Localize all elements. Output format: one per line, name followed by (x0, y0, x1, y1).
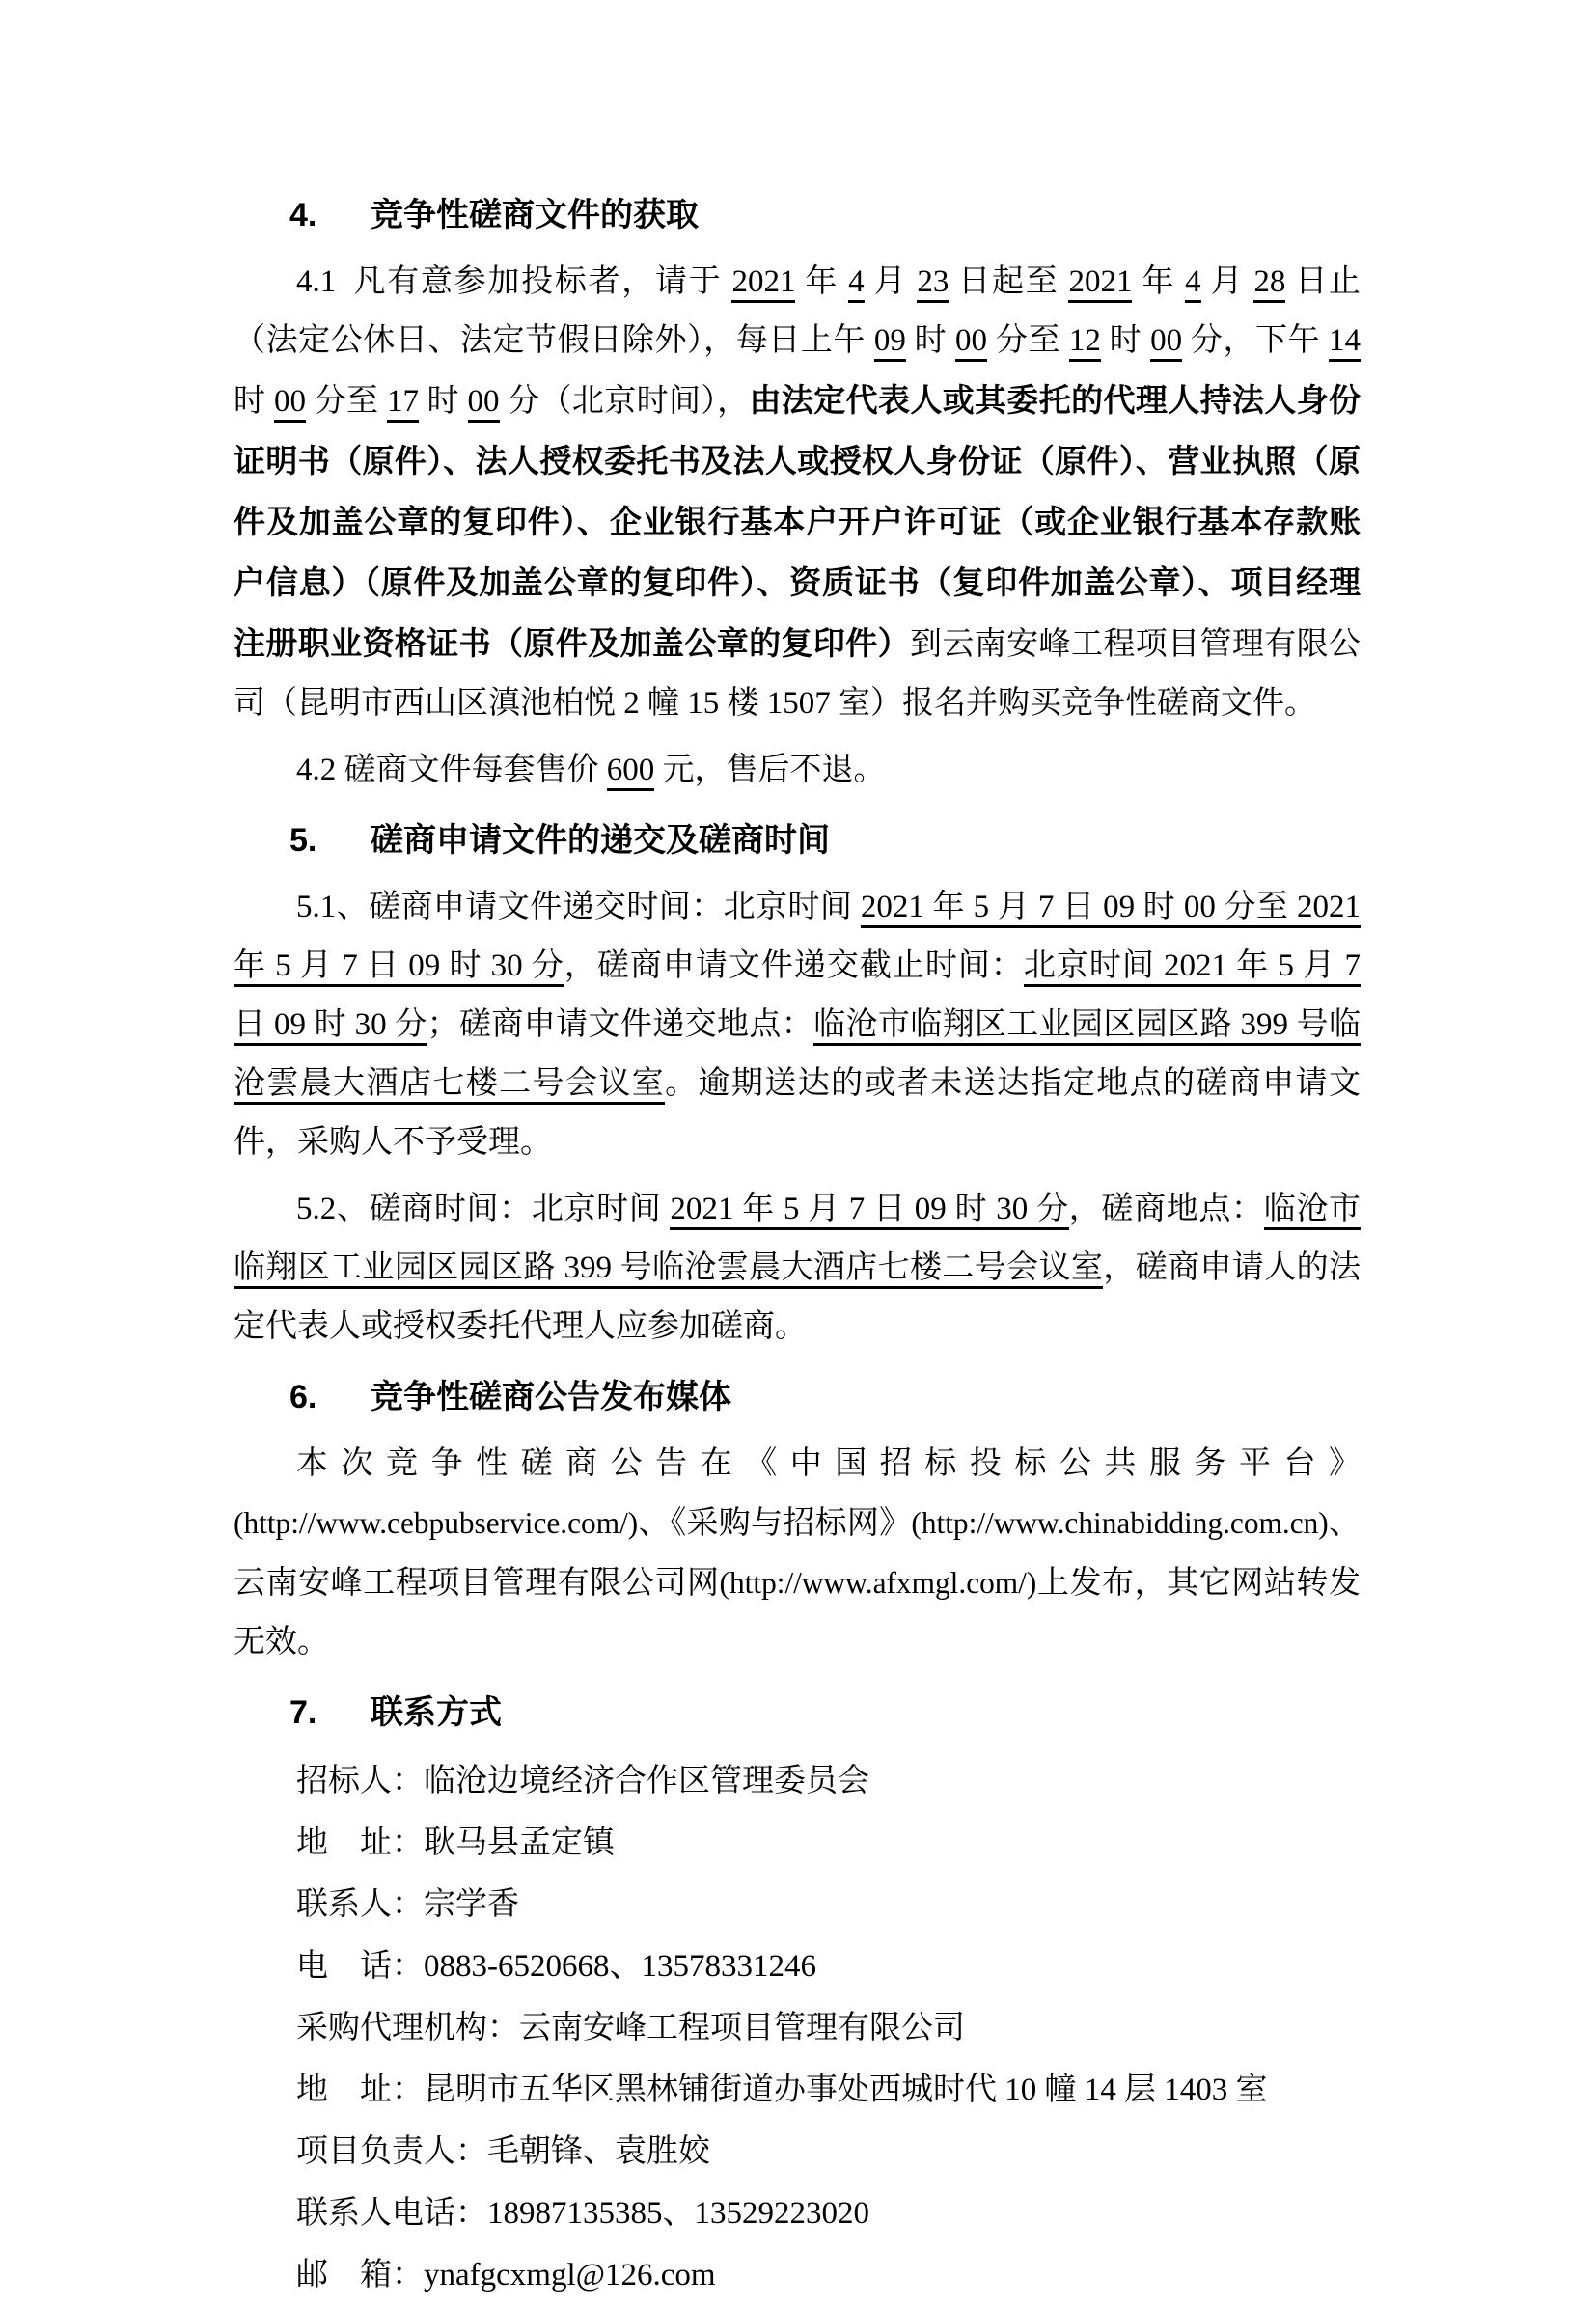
section-6-number: 6. (289, 1379, 317, 1415)
section-6-heading (234, 1368, 1361, 1427)
para-4-1 (234, 253, 1361, 733)
section-7-number: 7. (289, 1694, 317, 1731)
text-run: ，磋商地点： (1068, 1192, 1264, 1226)
underlined-text: 00 (955, 323, 987, 362)
text-run: 年 (1132, 264, 1186, 299)
contact-tenderer: 招标人：临沧边境经济合作区管理委员会 (296, 1764, 869, 1798)
section-7-title: 联系方式 (371, 1694, 502, 1731)
text-run: ；磋商申请文件递交地点： (427, 1007, 814, 1042)
text-run: 分至 (305, 384, 387, 419)
text-run: 年 (795, 264, 849, 299)
url-text: (http://www.cebpubservice.com/) (234, 1506, 639, 1540)
para-5-2 (234, 1180, 1361, 1357)
underlined-text: 17 (387, 384, 419, 423)
contact-agency-address: 地 址：昆明市五华区黑林铺街道办事处西城时代 10 幢 14 层 1403 室 (296, 2073, 1268, 2107)
underlined-text: 14 (1329, 323, 1361, 362)
underlined-text: 临沧市临翔区工业园区园区路 399 号临沧雲晨大酒店七楼二号会议室 (234, 1192, 1361, 1289)
section-4-heading (234, 186, 1361, 245)
text-run: 时 (1100, 323, 1151, 358)
underlined-text: 12 (1069, 323, 1101, 362)
text-run: 月 (1200, 264, 1254, 299)
contact-leader-phones: 联系人电话：18987135385、13529223020 (296, 2196, 869, 2231)
text-run: 元，售后不退。 (654, 753, 886, 787)
text-run: 4.1 凡有意参加投标者，请于 (296, 264, 732, 299)
underlined-text: 2021 年 5 月 7 日 09 时 00 分至 2021 年 5 月 7 日 09 时 30 分 (234, 890, 1361, 987)
contact-agency: 采购代理机构：云南安峰工程项目管理有限公司 (296, 2011, 965, 2045)
underlined-text: 00 (468, 384, 500, 423)
text-run: 时 (418, 384, 468, 419)
underlined-text: 2021 (731, 264, 795, 303)
text-run: 到云南安峰工程项目管理有限公司（昆明市西山区滇池柏悦 2 幢 15 楼 1507 室）报名并购买竞争性磋商文件。 (234, 627, 1362, 721)
contact-phone: 电 话：0883-6520668、13578331246 (296, 1949, 816, 1984)
text-run: 时 (905, 323, 956, 358)
url-text: (http://www.afxmgl.com/) (719, 1566, 1037, 1600)
contact-tenderer-address: 地 址：耿马县孟定镇 (296, 1826, 615, 1860)
text-run: 、《采购与招标网》 (638, 1506, 912, 1541)
para-6-media (234, 1435, 1361, 1672)
underlined-text: 23 (917, 264, 949, 303)
section-5-title: 磋商申请文件的递交及磋商时间 (371, 822, 830, 859)
underlined-text: 2021 (1068, 264, 1132, 303)
text-run: ，磋商申请人的法定代表人或授权委托代理人应参加磋商。 (234, 1250, 1362, 1344)
section-7-heading (234, 1684, 1361, 1743)
underlined-text: 28 (1253, 264, 1285, 303)
underlined-text: 2021 年 5 月 7 日 09 时 30 分 (670, 1192, 1068, 1230)
underlined-text: 00 (274, 384, 306, 423)
text-run: 、云南安峰工程项目管理有限公司网 (234, 1506, 1362, 1601)
section-5-number: 5. (289, 822, 317, 859)
section-4-title: 竞争性磋商文件的获取 (371, 197, 699, 233)
underlined-text: 09 (874, 323, 906, 362)
text-run: 5.1、磋商申请文件递交时间：北京时间 (296, 890, 861, 924)
text-run: 4.2 磋商文件每套售价 (296, 753, 607, 787)
text-run: 分至 (987, 323, 1069, 358)
underlined-text: 4 (1185, 264, 1201, 303)
bold-text: 由法定代表人或其委托的代理人持法人身份证明书（原件）、法人授权委托书及法人或授权人身份证（原件）、营业执照（原件及加盖公章的复印件）、企业银行基本户开户许可证（或企业银行基本存款账户信息）（原件及加盖公章的复印件）、资质证书（复印件加盖公章）、项目经理注册职业资格证书（原件及加盖公章的复印件） (234, 382, 1362, 661)
text-run: 上发布，其它网站转发无效。 (234, 1566, 1362, 1660)
underlined-text: 600 (607, 753, 655, 791)
text-run: 分，下午 (1182, 323, 1330, 358)
contact-email: 邮 箱：ynafgcxmgl@126.com (296, 2258, 716, 2292)
contact-project-leaders: 项目负责人：毛朝锋、袁胜姣 (296, 2134, 710, 2169)
text-run: 日止（法定公休日、法定节假日除外），每日上午 (234, 264, 1362, 358)
section-6-title: 竞争性磋商公告发布媒体 (371, 1379, 731, 1415)
section-4-number: 4. (289, 197, 317, 233)
text-run: 。逾期送达的或者未送达指定地点的磋商申请文件，采购人不予受理。 (234, 1066, 1362, 1160)
para-5-1 (234, 878, 1361, 1172)
contact-person: 联系人：宗学香 (296, 1887, 519, 1922)
text-run: 日起至 (949, 264, 1069, 299)
text-run: 分（北京时间）， (499, 384, 750, 419)
text-run: ，磋商申请文件递交截止时间： (564, 948, 1024, 983)
para-4-2 (234, 741, 1361, 800)
text-run: 时 (234, 384, 274, 419)
underlined-text: 00 (1150, 323, 1182, 362)
url-text: (http://www.chinabidding.com.cn) (911, 1506, 1329, 1540)
underlined-text: 临沧市临翔区工业园区园区路 399 号临沧雲晨大酒店七楼二号会议室 (234, 1007, 1361, 1105)
text-run: 月 (864, 264, 918, 299)
section-5-heading (234, 811, 1361, 870)
text-run: 5.2、磋商时间：北京时间 (296, 1192, 671, 1226)
underlined-text: 北京时间 2021 年 5 月 7 日 09 时 30 分 (234, 948, 1361, 1046)
underlined-text: 4 (848, 264, 865, 303)
text-run: 本次竞争性磋商公告在《中国招标投标公共服务平台》 (296, 1446, 1361, 1481)
